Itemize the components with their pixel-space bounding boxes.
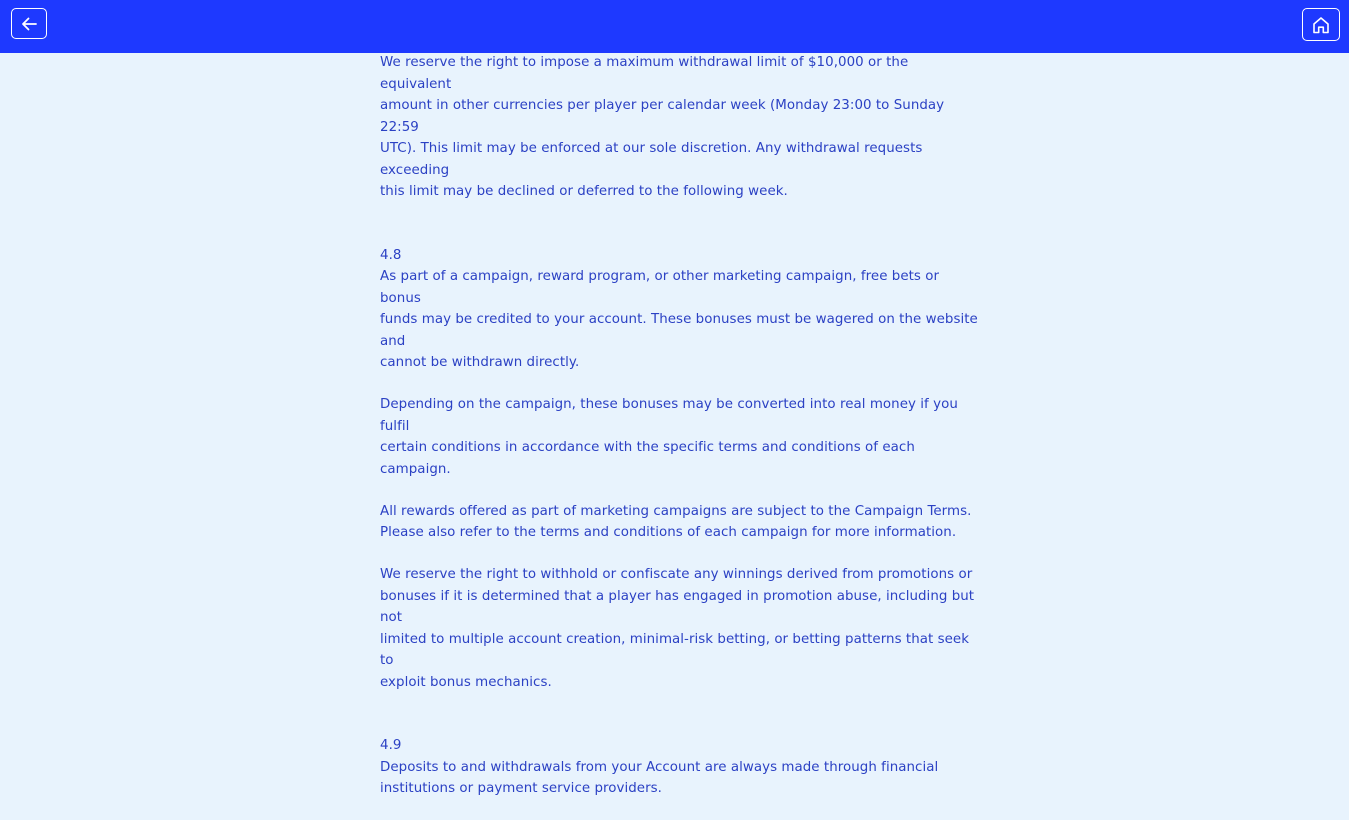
home-icon (1311, 15, 1331, 35)
section-4-8 (380, 223, 980, 374)
top-bar (0, 0, 1349, 53)
back-button[interactable] (11, 8, 47, 39)
paragraph-withdrawal-limit: We reserve the right to impose a maximum withdrawal limit of $10,000 or the equivalent amount in other currencies per player per calendar week (Monday 23:00 to Sunday 22:59 UTC). This limit may be enforced at our sole discretion. Any withdrawal requests exceeding this limit may be declined or deferred to the following week. (380, 55, 945, 199)
arrow-left-icon (20, 16, 38, 32)
paragraph-bonus-conversion: Depending on the campaign, these bonuses may be converted into real money if you fulfil certain conditions in accordance with the specific terms and conditions of each campaign. (380, 397, 958, 477)
paragraph-bonus-funds: As part of a campaign, reward program, or other marketing campaign, free bets or bonus funds may be credited to your account. These bonuses must be wagered on the website and cannot be withdrawn directly. (380, 269, 978, 370)
section-4-9 (380, 714, 980, 800)
terms-content (380, 52, 980, 820)
home-button[interactable] (1302, 8, 1340, 41)
section-number-4-9: 4.9 (380, 738, 402, 753)
paragraph-campaign-terms: All rewards offered as part of marketing campaigns are subject to the Campaign Terms. Please also refer to the terms and conditions of each campaign for more information. (380, 503, 972, 540)
section-number-4-8: 4.8 (380, 247, 402, 263)
paragraph-promotion-abuse: We reserve the right to withhold or confiscate any winnings derived from promotions or bonuses if it is determined that a player has engaged in promotion abuse, including but not limited to multiple account creation, minimal-risk betting, or betting patterns that seek to exploit bonus mechanics. (380, 567, 975, 690)
paragraph-payment-providers: Deposits to and withdrawals from your Account are always made through financial institutions or payment service providers. (380, 759, 939, 796)
